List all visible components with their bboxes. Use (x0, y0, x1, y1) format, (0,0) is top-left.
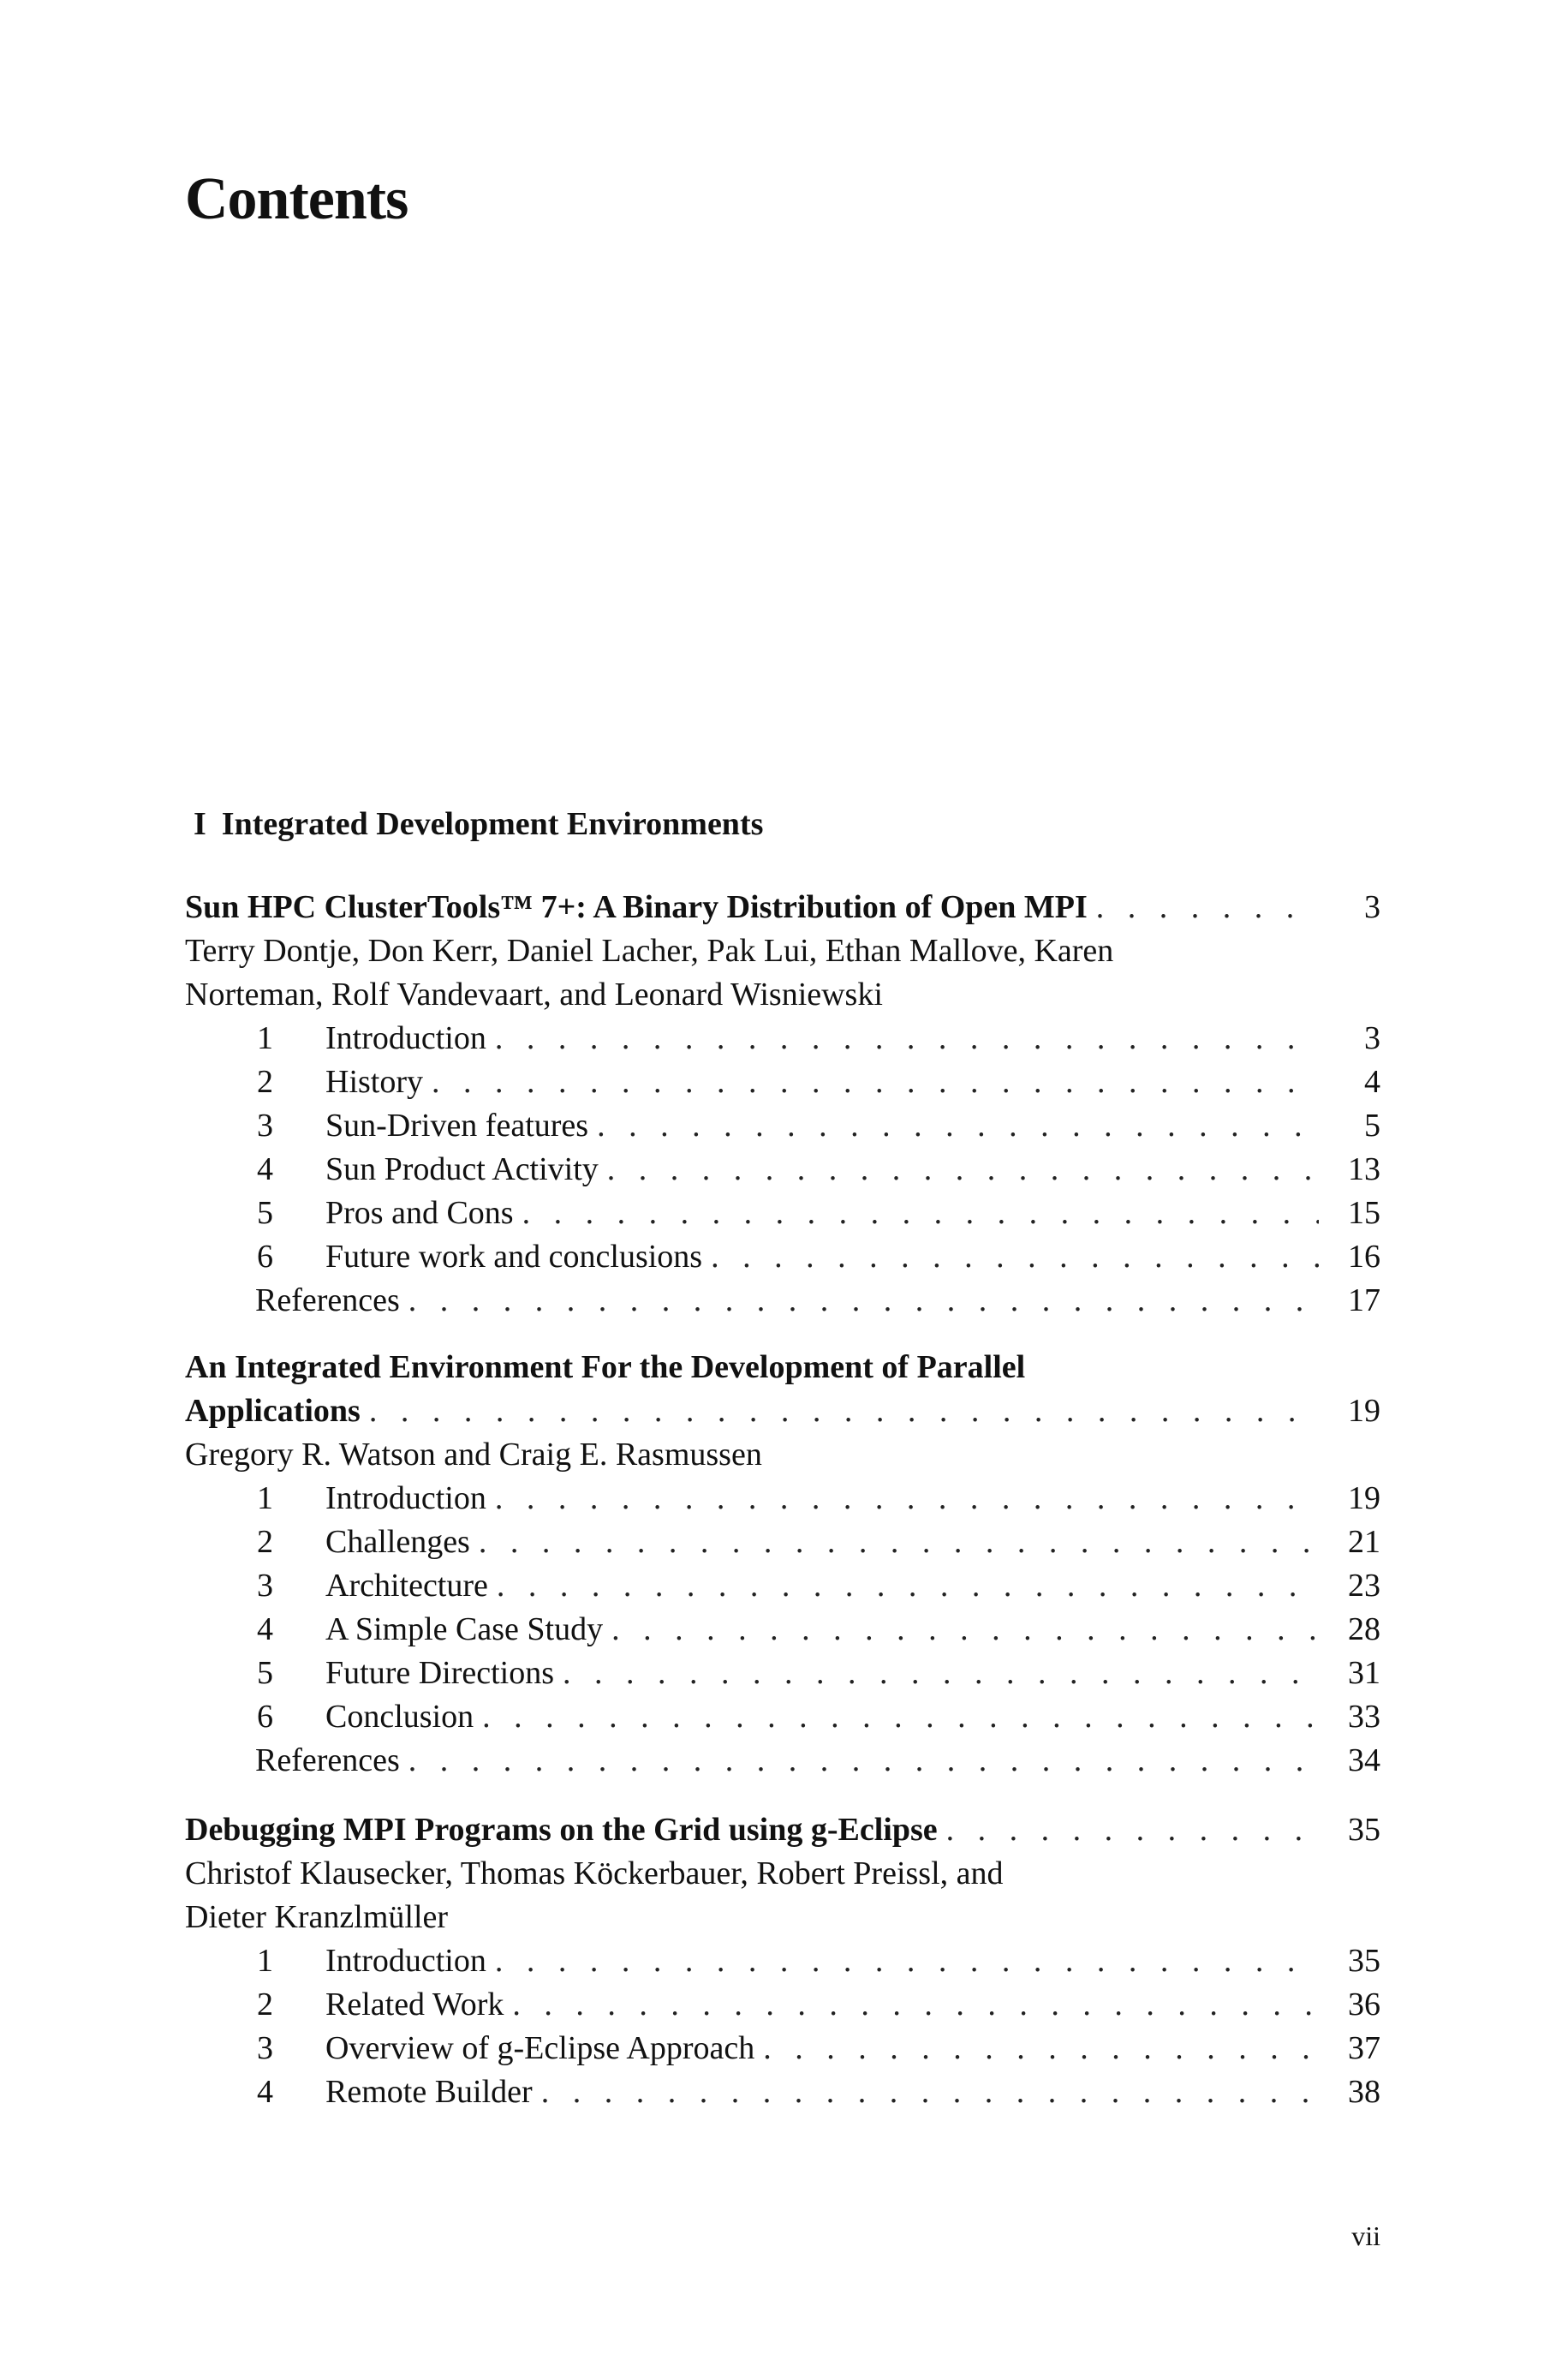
toc-section[interactable] (185, 1235, 1380, 1279)
section-page[interactable]: 19 (1348, 1480, 1380, 1516)
dot-leader (607, 1148, 1319, 1192)
toc-section[interactable] (185, 1564, 1380, 1608)
dot-leader (763, 2027, 1319, 2070)
section-title[interactable]: Sun Product Activity (325, 1151, 599, 1187)
dot-leader (497, 1564, 1319, 1608)
section-number: 5 (257, 1655, 273, 1691)
dot-leader (479, 1521, 1319, 1564)
section-number: 4 (257, 1151, 273, 1187)
toc-chapter-3 (185, 1808, 1380, 2114)
dot-leader (408, 1739, 1319, 1783)
chapter-authors-line: Norteman, Rolf Vandevaart, and Leonard Wisniewski (185, 977, 883, 1013)
toc-section[interactable] (185, 1652, 1380, 1695)
section-title[interactable]: Remote Builder (325, 2074, 533, 2110)
section-number: 1 (257, 1020, 273, 1056)
toc-section[interactable] (185, 1695, 1380, 1739)
section-page[interactable]: 33 (1348, 1699, 1380, 1735)
section-title[interactable]: Introduction (325, 1943, 486, 1979)
section-page[interactable]: 16 (1348, 1239, 1380, 1275)
section-page[interactable]: 13 (1348, 1151, 1380, 1187)
section-number: 4 (257, 1611, 273, 1647)
toc-section[interactable] (185, 2070, 1380, 2114)
section-title[interactable]: Overview of g-Eclipse Approach (325, 2030, 755, 2066)
dot-leader (611, 1608, 1319, 1652)
dot-leader (563, 1652, 1319, 1695)
section-page[interactable]: 5 (1364, 1108, 1380, 1144)
dot-leader (597, 1104, 1319, 1148)
dot-leader (1096, 886, 1319, 929)
section-page[interactable]: 3 (1364, 1020, 1380, 1056)
chapter-title[interactable]: Sun HPC ClusterTools™ 7+: A Binary Distribution of Open MPI (185, 889, 1088, 925)
toc-section[interactable] (185, 1939, 1380, 1983)
toc-references[interactable] (185, 1739, 1380, 1783)
toc-section[interactable] (185, 1148, 1380, 1192)
dot-leader (369, 1389, 1319, 1433)
toc-chapter-2 (185, 1346, 1380, 1783)
dot-leader (711, 1235, 1319, 1279)
chapter-page[interactable]: 35 (1348, 1812, 1380, 1848)
toc-references[interactable] (185, 1279, 1380, 1323)
toc-chapter-1 (185, 886, 1380, 1323)
section-page[interactable]: 23 (1348, 1568, 1380, 1604)
section-page[interactable]: 28 (1348, 1611, 1380, 1647)
section-number: 3 (257, 1108, 273, 1144)
chapter-authors-line: Gregory R. Watson and Craig E. Rasmussen (185, 1437, 762, 1473)
section-number: 6 (257, 1239, 273, 1275)
chapter-authors-line: Dieter Kranzlmüller (185, 1899, 449, 1935)
chapter-title-line[interactable] (185, 1808, 1380, 1852)
section-number: 3 (257, 2030, 273, 2066)
chapter-title[interactable]: Applications (185, 1393, 361, 1429)
dot-leader (541, 2070, 1319, 2114)
section-title[interactable]: Architecture (325, 1568, 488, 1604)
section-title[interactable]: Conclusion (325, 1699, 474, 1735)
dot-leader (946, 1808, 1319, 1852)
section-page[interactable]: 31 (1348, 1655, 1380, 1691)
references-title[interactable]: References (255, 1742, 400, 1778)
dot-leader (408, 1279, 1319, 1323)
toc-section[interactable] (185, 1017, 1380, 1061)
section-number: 1 (257, 1943, 273, 1979)
section-page[interactable]: 21 (1348, 1524, 1380, 1560)
toc-section[interactable] (185, 1061, 1380, 1104)
section-title[interactable]: Challenges (325, 1524, 470, 1560)
section-title[interactable]: Introduction (325, 1480, 486, 1516)
toc-section[interactable] (185, 1608, 1380, 1652)
section-title[interactable]: History (325, 1064, 423, 1100)
section-number: 5 (257, 1195, 273, 1231)
chapter-title[interactable]: Debugging MPI Programs on the Grid using g-Eclipse (185, 1812, 938, 1848)
chapter-title-line[interactable] (185, 886, 1380, 929)
page-number: vii (1351, 2220, 1380, 2251)
part-title-text: Integrated Development Environments (221, 806, 764, 842)
section-page[interactable]: 37 (1348, 2030, 1380, 2066)
section-number: 2 (257, 1987, 273, 2022)
page-title: Contents (185, 166, 408, 232)
references-page[interactable]: 17 (1348, 1282, 1380, 1318)
section-number: 1 (257, 1480, 273, 1516)
toc-section[interactable] (185, 2027, 1380, 2070)
toc-section[interactable] (185, 1983, 1380, 2027)
chapter-page[interactable]: 19 (1348, 1393, 1380, 1429)
dot-leader (495, 1939, 1319, 1983)
section-title[interactable]: Related Work (325, 1987, 504, 2022)
chapter-authors-line: Christof Klausecker, Thomas Köckerbauer, Robert Preissl, and (185, 1855, 1004, 1891)
toc-section[interactable] (185, 1104, 1380, 1148)
section-page[interactable]: 35 (1348, 1943, 1380, 1979)
section-number: 4 (257, 2074, 273, 2110)
dot-leader (495, 1477, 1319, 1521)
section-page[interactable]: 36 (1348, 1987, 1380, 2022)
part-number: I (194, 806, 206, 842)
part-heading (194, 805, 763, 843)
toc-section[interactable] (185, 1521, 1380, 1564)
section-title[interactable]: Pros and Cons (325, 1195, 514, 1231)
section-title[interactable]: Future work and conclusions (325, 1239, 703, 1275)
chapter-title-line[interactable]: An Integrated Environment For the Development of Parallel (185, 1349, 1026, 1385)
dot-leader (495, 1017, 1319, 1061)
dot-leader (482, 1695, 1319, 1739)
references-title[interactable]: References (255, 1282, 400, 1318)
section-title[interactable]: Introduction (325, 1020, 486, 1056)
toc-section[interactable] (185, 1192, 1380, 1235)
dot-leader (522, 1192, 1319, 1235)
toc-section[interactable] (185, 1477, 1380, 1521)
section-title[interactable]: Sun-Driven features (325, 1108, 589, 1144)
section-number: 2 (257, 1064, 273, 1100)
section-page[interactable]: 15 (1348, 1195, 1380, 1231)
references-page[interactable]: 34 (1348, 1742, 1380, 1778)
section-title[interactable]: Future Directions (325, 1655, 555, 1691)
section-number: 2 (257, 1524, 273, 1560)
section-page[interactable]: 4 (1364, 1064, 1380, 1100)
dot-leader (512, 1983, 1319, 2027)
chapter-authors-line: Terry Dontje, Don Kerr, Daniel Lacher, Pak Lui, Ethan Mallove, Karen (185, 933, 1114, 969)
chapter-title-line[interactable] (185, 1389, 1380, 1433)
section-page[interactable]: 38 (1348, 2074, 1380, 2110)
section-title[interactable]: A Simple Case Study (325, 1611, 604, 1647)
dot-leader (432, 1061, 1319, 1104)
section-number: 6 (257, 1699, 273, 1735)
chapter-page[interactable]: 3 (1364, 889, 1380, 925)
section-number: 3 (257, 1568, 273, 1604)
